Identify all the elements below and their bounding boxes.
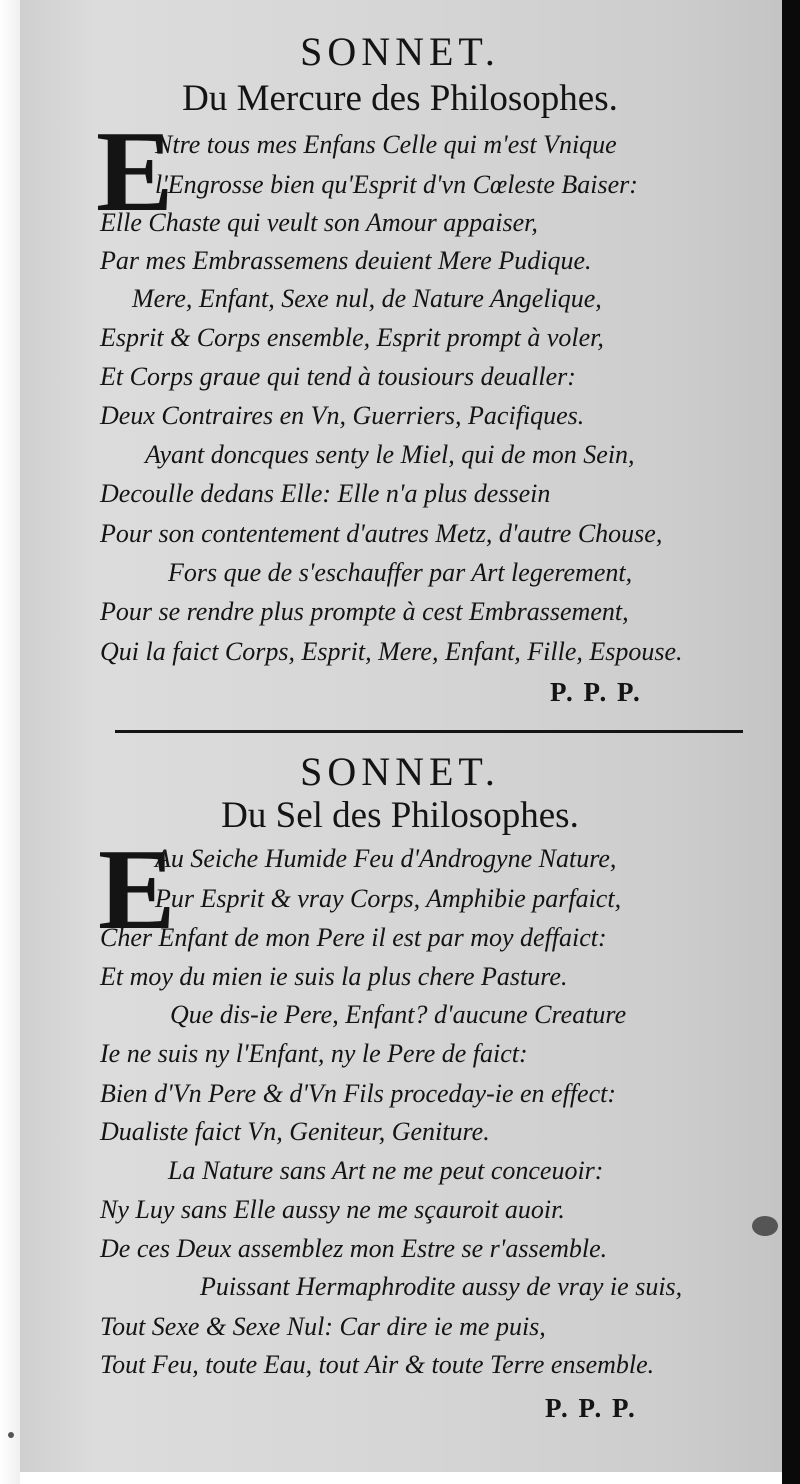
sonnet-1-line: Et Corps graue qui tend à tousiours deualler: <box>100 362 576 391</box>
sonnet-2-line: Ie ne suis ny l'Enfant, ny le Pere de faict: <box>100 1039 528 1068</box>
sonnet-1-line: l'Engrosse bien qu'Esprit d'vn Cœleste Baiser: <box>155 170 638 199</box>
sonnet-1-line: Esprit & Corps ensemble, Esprit prompt à voler, <box>100 323 604 352</box>
sonnet-2-title: SONNET. <box>300 749 500 794</box>
sonnet-2-line: Dualiste faict Vn, Geniteur, Geniture. <box>100 1117 490 1146</box>
sonnet-2-line: De ces Deux assemblez mon Estre se r'assemble. <box>100 1234 608 1263</box>
sonnet-2-line: Cher Enfant de mon Pere il est par moy deffaict: <box>100 923 607 952</box>
left-margin <box>0 0 20 1484</box>
sonnet-1-line: Qui la faict Corps, Esprit, Mere, Enfant, Fille, Espouse. <box>100 637 683 666</box>
sonnet-2-line: Bien d'Vn Pere & d'Vn Fils proceday-ie en effect: <box>100 1079 617 1108</box>
sonnet-1-line: Ntre tous mes Enfans Celle qui m'est Vnique <box>155 130 617 159</box>
sonnet-1-line: Pour se rendre plus prompte à cest Embrassement, <box>100 597 629 626</box>
sonnet-2-line: Puissant Hermaphrodite aussy de vray ie suis, <box>200 1272 683 1301</box>
sonnet-1-line: Mere, Enfant, Sexe nul, de Nature Angelique, <box>132 284 602 313</box>
sonnet-1-dropcap: E <box>96 108 174 236</box>
sonnet-1-line: Par mes Embrassemens deuient Mere Pudique. <box>100 246 592 275</box>
sonnet-1-line: Ayant doncques senty le Miel, qui de mon Sein, <box>145 440 635 469</box>
sonnet-1-title: SONNET. <box>300 29 500 74</box>
sonnet-2-line: Pur Esprit & vray Corps, Amphibie parfaict, <box>155 884 622 913</box>
sonnet-2-line: Que dis-ie Pere, Enfant? d'aucune Creature <box>170 1000 627 1029</box>
sonnet-2-line: Et moy du mien ie suis la plus chere Pasture. <box>100 962 568 991</box>
sonnet-1-line: Decoulle dedans Elle: Elle n'a plus dessein <box>100 479 551 508</box>
sonnet-1-line: Deux Contraires en Vn, Guerriers, Pacifiques. <box>100 401 585 430</box>
sonnet-2-dropcap: E <box>98 826 176 954</box>
sonnet-2-subtitle: Du Sel des Philosophes. <box>221 795 579 836</box>
sonnet-1-signature: P. P. P. <box>550 677 642 707</box>
sonnet-2-line: Au Seiche Humide Feu d'Androgyne Nature, <box>155 844 617 873</box>
sonnet-2-line: Tout Feu, toute Eau, tout Air & toute Terre ensemble. <box>100 1350 655 1379</box>
sonnet-1-line: Pour son contentement d'autres Metz, d'autre Chouse, <box>100 519 663 548</box>
sonnet-2-signature: P. P. P. <box>545 1393 637 1423</box>
right-edge-shadow <box>782 0 800 1484</box>
sonnet-1-line: Fors que de s'eschauffer par Art legerement, <box>168 558 633 587</box>
sonnet-1-subtitle: Du Mercure des Philosophes. <box>182 78 618 119</box>
paper-speck <box>8 1432 14 1438</box>
paper-stain <box>752 1216 778 1236</box>
section-divider <box>115 730 743 733</box>
sonnet-1-line: Elle Chaste qui veult son Amour appaiser, <box>100 208 538 237</box>
sonnet-2-line: Tout Sexe & Sexe Nul: Car dire ie me puis, <box>100 1312 546 1341</box>
sonnet-2-line: Ny Luy sans Elle aussy ne me sçauroit auoir. <box>100 1195 565 1224</box>
sonnet-2-line: La Nature sans Art ne me peut conceuoir: <box>168 1156 604 1185</box>
